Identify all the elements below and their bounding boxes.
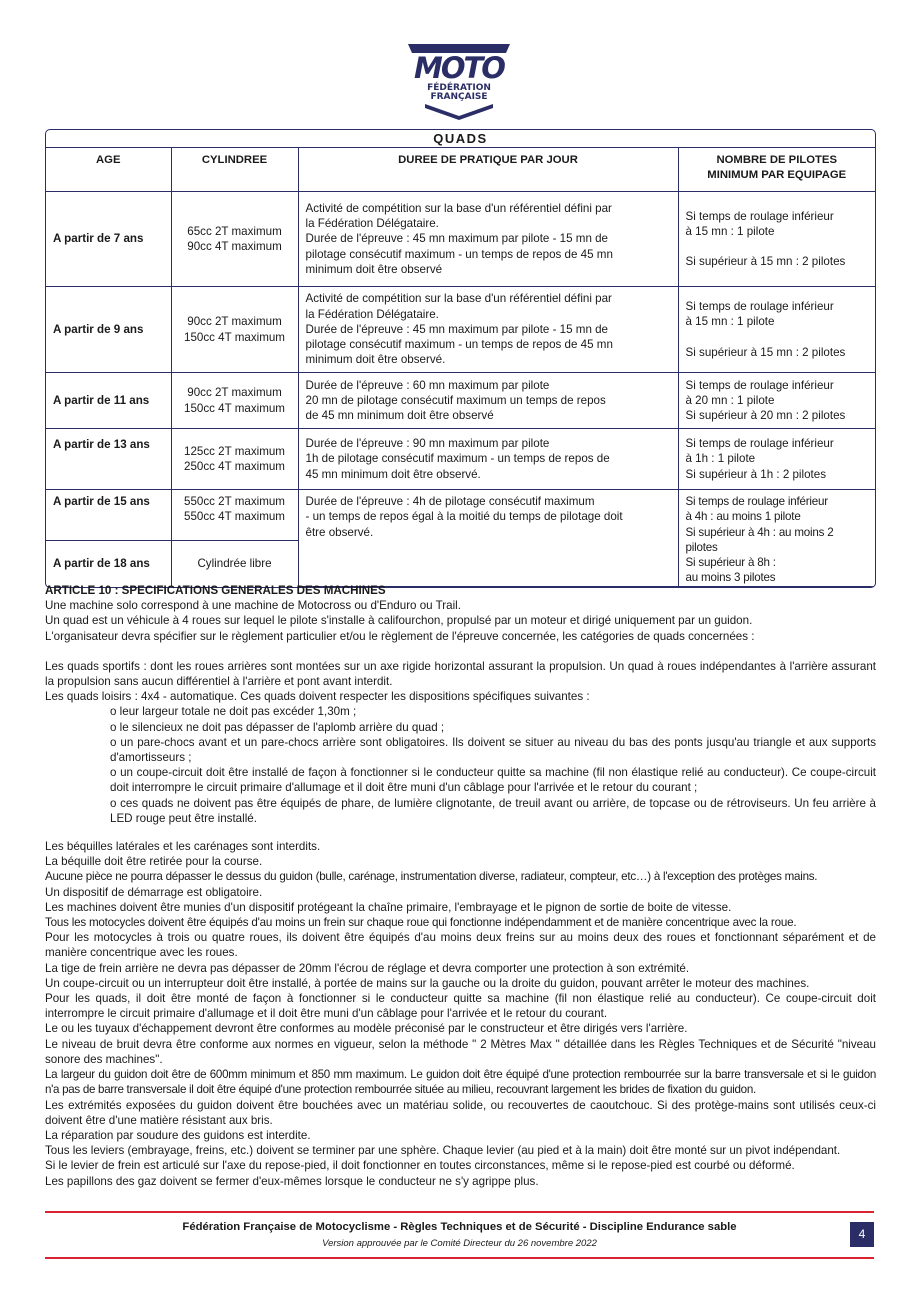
paragraph: Pour les motocycles à trois ou quatre roues, ils doivent être équipés d'au moins deux freins sur au moins deux des roues et fonctionnant séparément et de manière concentrique avec les roues. bbox=[45, 931, 876, 960]
paragraph: La largeur du guidon doit être de 600mm minimum et 850 mm maximum. Le guidon doit être équipé d'une protection rembourrée sur la barre transversale et si le guidon n'a pas de barre transversale il doit être équipé d'une protection rembourrée située au milieu, recouvrant largement les brides de fixation du guidon. bbox=[45, 1068, 876, 1097]
table-title: QUADS bbox=[46, 130, 875, 148]
table-header-row bbox=[46, 148, 875, 192]
age-cell: A partir de 7 ans bbox=[46, 192, 171, 287]
duree-cell: Durée de l'épreuve : 90 mn maximum par pilote 1h de pilotage consécutif maximum - un temps de repos de 45 mn minimum doit être observé. bbox=[298, 429, 678, 490]
paragraph: La béquille doit être retirée pour la course. bbox=[45, 855, 263, 869]
age-cell: A partir de 11 ans bbox=[46, 373, 171, 429]
duree-cell: Activité de compétition sur la base d'un référentiel défini par la Fédération Délégataire. Durée de l'épreuve : 45 mn maximum par pilote - 15 mn de pilotage consécutif maximum - un temps de repos de 45 mn minimum doit être observé. bbox=[298, 287, 678, 373]
age-cell: A partir de 13 ans bbox=[46, 429, 171, 490]
table-row bbox=[46, 192, 875, 287]
cylindree-cell: 125cc 2T maximum 250cc 4T maximum bbox=[171, 429, 298, 490]
list-item: o ces quads ne doivent pas être équipés de phare, de lumière clignotante, de treuil avant ou arrière, de topcase ou de rétroviseurs. Un feu arrière à LED rouge peut être installé. bbox=[110, 796, 876, 825]
duree-cell: Durée de l'épreuve : 4h de pilotage consécutif maximum - un temps de repos égal à la moitié du temps de pilotage doit être observé. bbox=[298, 490, 678, 587]
svg-text:FRANÇAISE: FRANÇAISE bbox=[430, 92, 488, 102]
table-row bbox=[46, 429, 875, 490]
paragraph: Les quads sportifs : dont les roues arrières sont montées sur un axe rigide horizontal assurant la propulsion. Un quad à roues indépendantes à l'arrière assurant la propulsion sans aucun différentiel à l'arrière et pont avant interdit. bbox=[45, 659, 876, 689]
paragraph: Le ou les tuyaux d'échappement devront être conformes au modèle préconisé par le constructeur et être dirigés vers l'arrière. bbox=[45, 1022, 688, 1036]
page-number: 4 bbox=[850, 1222, 874, 1247]
paragraph: Une machine solo correspond à une machine de Motocross ou d'Enduro ou Trail. bbox=[45, 599, 461, 613]
paragraph: Pour les quads, il doit être monté de façon à fonctionner si le conducteur quitte sa machine (fil non élastique relié au conducteur). Ce coupe-circuit doit interrompre le circuit primaire d'allumage et il doit être muni d'un câblage pour l'arrivée et le retour du courant. bbox=[45, 992, 876, 1021]
header-duree: DUREE DE PRATIQUE PAR JOUR bbox=[298, 148, 678, 192]
paragraph: Aucune pièce ne pourra dépasser le dessus du guidon (bulle, carénage, instrumentation diverse, radiateur, compteur, etc…) à l'exception des protèges mains. bbox=[45, 870, 818, 884]
quad-rules-list bbox=[45, 704, 876, 826]
paragraph: Les papillons des gaz doivent se fermer d'eux-mêmes lorsque le conducteur ne s'y agrippe plus. bbox=[45, 1174, 539, 1188]
pilotes-cell: Si temps de roulage inférieur à 20 mn : 1 pilote Si supérieur à 20 mn : 2 pilotes bbox=[678, 373, 875, 429]
pilotes-cell: Si temps de roulage inférieur à 1h : 1 pilote Si supérieur à 1h : 2 pilotes bbox=[678, 429, 875, 490]
pilotes-cell: Si temps de roulage inférieur à 15 mn : 1 pilote Si supérieur à 15 mn : 2 pilotes bbox=[678, 287, 875, 373]
list-item: o le silencieux ne doit pas dépasser de l'aplomb arrière du quad ; bbox=[110, 720, 445, 734]
cylindree-cell: 550cc 2T maximum 550cc 4T maximum bbox=[171, 490, 298, 541]
list-item: o un coupe-circuit doit être installé de façon à fonctionner si le conducteur quitte sa machine (fil non élastique relié au conducteur). Ce coupe-circuit doit interrompre le circuit primaire d'allumage et il doit être muni d'un câblage pour l'arrivée et le retour du courant ; bbox=[110, 766, 876, 795]
paragraph: L'organisateur devra spécifier sur le règlement particulier et/ou le règlement de l'épreuve concernée, les catégories de quads concernées : bbox=[45, 629, 755, 643]
footer-rule-bottom bbox=[45, 1257, 874, 1259]
article-title: ARTICLE 10 : SPECIFICATIONS GENERALES DES MACHINES bbox=[45, 584, 386, 597]
table-row bbox=[46, 287, 875, 373]
table-row bbox=[46, 490, 875, 541]
age-cell: A partir de 9 ans bbox=[46, 287, 171, 373]
paragraph: Tous les motocycles doivent être équipés d'au moins un frein sur chaque roue qui fonctionne indépendamment et de manière concentrique avec la roue. bbox=[45, 916, 797, 930]
footer-title: Fédération Française de Motocyclisme - Règles Techniques et de Sécurité - Discipline Endurance sable bbox=[182, 1221, 737, 1233]
table-row bbox=[46, 373, 875, 429]
duree-cell: Activité de compétition sur la base d'un référentiel défini par la Fédération Délégataire. Durée de l'épreuve : 45 mn maximum par pilote - 15 mn de pilotage consécutif maximum - un temps de repos de 45 mn minimum doit être observé bbox=[298, 192, 678, 287]
quads-table bbox=[45, 129, 876, 588]
paragraph: La réparation par soudure des guidons est interdite. bbox=[45, 1128, 311, 1142]
header-pilotes: NOMBRE DE PILOTES MINIMUM PAR EQUIPAGE bbox=[678, 148, 875, 192]
article-10 bbox=[45, 583, 876, 1189]
paragraph: Un coupe-circuit ou un interrupteur doit être installé, à portée de mains sur la gauche ou la droite du guidon, pouvant arrêter le moteur des machines. bbox=[45, 976, 810, 990]
duree-cell: Durée de l'épreuve : 60 mn maximum par pilote 20 mn de pilotage consécutif maximum un temps de repos de 45 mn minimum doit être observé bbox=[298, 373, 678, 429]
footer-rule-top bbox=[45, 1211, 874, 1213]
list-item: o leur largeur totale ne doit pas excéder 1,30m ; bbox=[110, 705, 357, 719]
paragraph: Un dispositif de démarrage est obligatoire. bbox=[45, 885, 263, 899]
footer-subtitle: Version approuvée par le Comité Directeur du 26 novembre 2022 bbox=[322, 1238, 597, 1249]
svg-text:FÉDÉRATION: FÉDÉRATION bbox=[427, 83, 491, 93]
paragraph: Les quads loisirs : 4x4 - automatique. Ces quads doivent respecter les dispositions spécifiques suivantes : bbox=[45, 690, 590, 704]
header-age: AGE bbox=[46, 148, 171, 192]
cylindree-cell: Cylindrée libre bbox=[171, 541, 298, 587]
ffm-logo bbox=[403, 42, 515, 120]
paragraph: Les béquilles latérales et les carénages sont interdits. bbox=[45, 840, 321, 854]
paragraph: Si le levier de frein est articulé sur l'axe du repose-pied, il doit fonctionner en toutes circonstances, même si le repose-pied est courbé ou déformé. bbox=[45, 1159, 795, 1173]
paragraph: Les extrémités exposées du guidon doivent être bouchées avec un matériau solide, ou recouvertes de caoutchouc. Si des protège-mains sont utilisés ceux-ci doivent être d'une matière résistant aux bris. bbox=[45, 1098, 876, 1127]
cylindree-cell: 90cc 2T maximum 150cc 4T maximum bbox=[171, 373, 298, 429]
paragraph: Tous les leviers (embrayage, freins, etc.) doivent se terminer par une sphère. Chaque levier (au pied et à la main) doit être monté sur un pivot indépendant. bbox=[45, 1144, 841, 1158]
cylindree-cell: 90cc 2T maximum 150cc 4T maximum bbox=[171, 287, 298, 373]
list-item: o un pare-chocs avant et un pare-chocs arrière sont obligatoires. Ils doivent se situer au niveau du bas des ponts jusqu'au triangle et aux supports d'amortisseurs ; bbox=[110, 735, 876, 765]
header-cylindree: CYLINDREE bbox=[171, 148, 298, 192]
age-cell: A partir de 18 ans bbox=[46, 541, 171, 587]
pilotes-cell: Si temps de roulage inférieur à 15 mn : 1 pilote Si supérieur à 15 mn : 2 pilotes bbox=[678, 192, 875, 287]
age-cell: A partir de 15 ans bbox=[46, 490, 171, 541]
paragraph: Un quad est un véhicule à 4 roues sur lequel le pilote s'installe à califourchon, propulsé par un moteur et dirigé uniquement par un guidon. bbox=[45, 614, 753, 628]
paragraph: Les machines doivent être munies d'un dispositif protégeant la chaîne primaire, l'embrayage et le pignon de sortie de boite de vitesse. bbox=[45, 900, 732, 914]
paragraph: Le niveau de bruit devra être conforme aux normes en vigueur, selon la méthode " 2 Mètres Max " détaillée dans les Règles Techniques et de Sécurité "niveau sonore des machines". bbox=[45, 1037, 876, 1066]
cylindree-cell: 65cc 2T maximum 90cc 4T maximum bbox=[171, 192, 298, 287]
svg-text:MOTO: MOTO bbox=[414, 51, 504, 85]
pilotes-cell: Si temps de roulage inférieur à 4h : au moins 1 pilote Si supérieur à 4h : au moins 2 pilotes Si supérieur à 8h : au moins 3 pilotes bbox=[678, 490, 875, 587]
paragraph: La tige de frein arrière ne devra pas dépasser de 20mm l'écrou de réglage et devra comporter une protection à son extrémité. bbox=[45, 961, 690, 975]
